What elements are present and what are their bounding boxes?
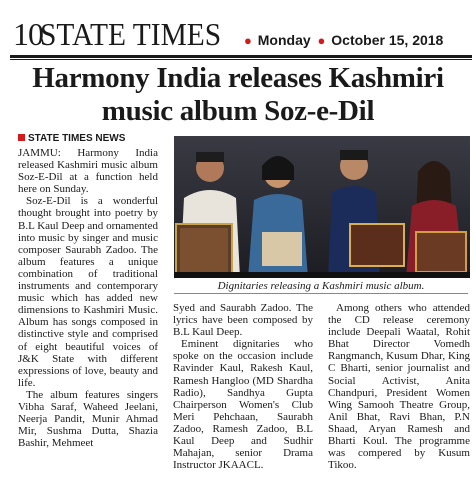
- photo-illustration: [174, 136, 470, 278]
- headline-line-2: music album Soz-e-Dil: [101, 95, 375, 127]
- paragraph: Soz-E-Dil is a wonderful thought brought into poetry by B.L Kaul Deep and ornamented into music by singer and music composer Saurabh Zadoo. The album features a unique combination of traditional instruments and contemporary music which has added new dimensions to Kashmiri Music. Album has songs composed in distinctive style and comprised of eight beautiful voices of J&K State with different expressions of love, beauty and life.: [18, 195, 158, 389]
- paragraph: Eminent dignitaries who spoke on the occasion include Ravinder Kaul, Rakesh Kaul, Ramesh Hangloo (MD Shardha Radio), Sandhya Gupta Chairperson Women's Club Meri Pehchaan, Saurabh Zadoo, Ramesh Zadoo, B.L Kaul Deep and Sudhir Mahajan, senior Drama Instructor JKAACL.: [173, 338, 313, 472]
- masthead: [0, 0, 476, 60]
- headline: [0, 62, 476, 128]
- photo: [174, 136, 470, 278]
- paragraph: The album features singers Vibha Saraf, Waheed Jeelani, Neerja Pandit, Munir Ahmad Mir, Sushma Dutta, Shazia Bashir, Mehmeet: [18, 388, 158, 450]
- date: October 15, 2018: [331, 32, 444, 48]
- paragraph: JAMMU: Harmony India released Kashmiri music album Soz-E-Dil at a function held here on Sunday.: [18, 147, 158, 196]
- square-bullet-icon: [18, 134, 25, 141]
- weekday: Monday: [257, 32, 311, 48]
- paragraph: Syed and Saurabh Zadoo. The lyrics have been composed by B.L Kaul Deep.: [173, 302, 313, 339]
- page-number: 10: [13, 16, 43, 52]
- bullet-icon: ●: [244, 33, 252, 48]
- article-column-3: [328, 302, 470, 471]
- photo-caption: Dignitaries releasing a Kashmiri music album.: [174, 279, 468, 294]
- masthead-rule: [10, 55, 472, 58]
- article-column-1: [18, 133, 158, 449]
- masthead-rule-thin: [10, 59, 472, 60]
- article-column-2: [173, 302, 313, 471]
- bullet-icon: ●: [317, 33, 326, 48]
- dateline: [244, 32, 443, 49]
- headline-line-1: Harmony India releases Kashmiri: [32, 62, 444, 94]
- paper-name: STATE TIMES: [40, 16, 222, 52]
- byline: STATE TIMES NEWS: [18, 133, 158, 145]
- paragraph: Among others who attended the CD release ceremony include Deepali Waatal, Rohit Bhat Director Vomedh Rangmanch, Kusum Dhar, King C Bharti, senior journalist and Social Activist, Anita Chandpuri, President Women Wing Samooh Theatre Group, Anil Bhat, Ravi Bhan, P.N Shaad, Aryan Ramesh and Bharti Koul. The programme was compered by Kusum Tikoo.: [328, 302, 470, 472]
